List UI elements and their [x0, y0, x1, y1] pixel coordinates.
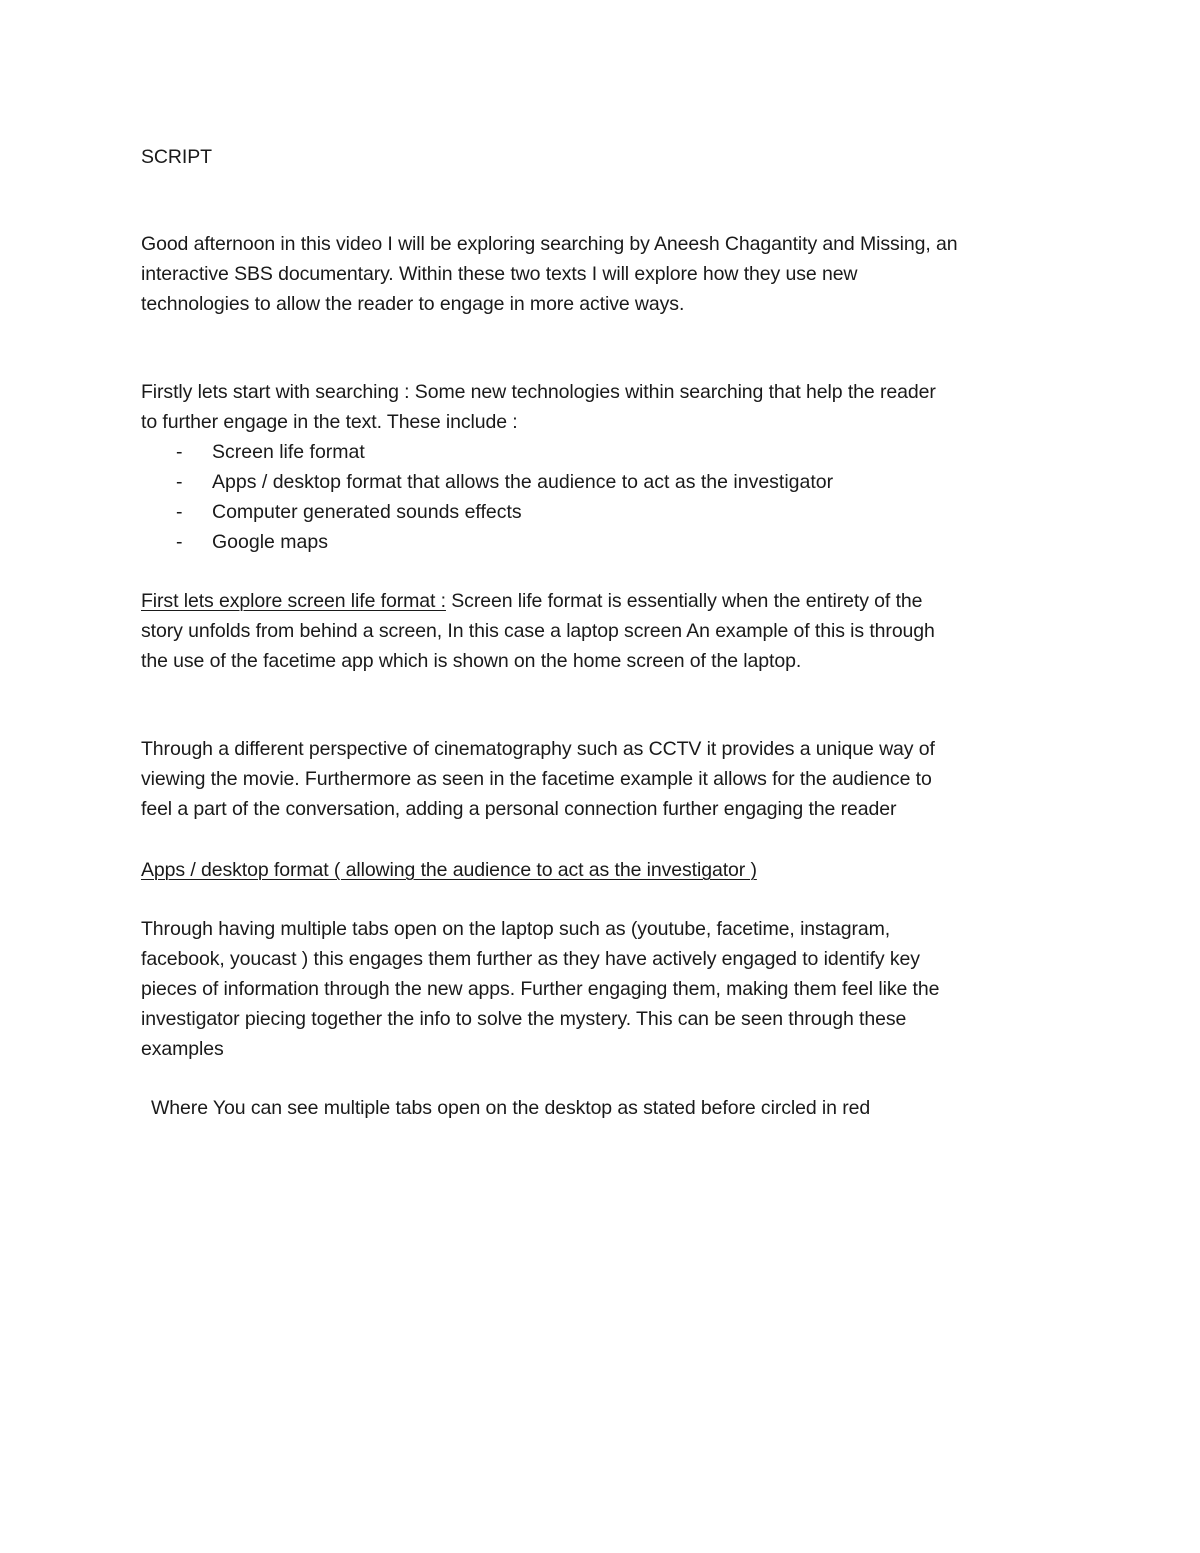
bullet-marker: - [176, 531, 183, 553]
bullet-marker: - [176, 441, 183, 463]
bullet-marker: - [176, 501, 183, 523]
document-title: SCRIPT [141, 146, 212, 168]
closing-line: Where You can see multiple tabs open on the desktop as stated before circled in red [151, 1097, 871, 1119]
bullet-item-apps-desktop: Apps / desktop format that allows the audience to act as the investigator [212, 471, 834, 493]
intro-line-2: interactive SBS documentary. Within these two texts I will explore how they use new [141, 263, 858, 285]
apps-body-line-4: investigator piecing together the info to solve the mystery. This can be seen through these [141, 1008, 907, 1030]
perspective-line-3: feel a part of the conversation, adding a personal connection further engaging the reader [141, 798, 897, 820]
apps-body-line-1: Through having multiple tabs open on the laptop such as (youtube, facetime, instagram, [141, 918, 891, 940]
perspective-line-2: viewing the movie. Furthermore as seen in the facetime example it allows for the audience to [141, 768, 932, 790]
bullet-item-screen-life: Screen life format [212, 441, 365, 463]
apps-heading: Apps / desktop format ( allowing the audience to act as the investigator ) [141, 859, 757, 881]
bullet-marker: - [176, 471, 183, 493]
screen-life-line-2: story unfolds from behind a screen, In this case a laptop screen An example of this is through [141, 620, 935, 642]
searching-intro-line-2: to further engage in the text. These include : [141, 411, 518, 433]
apps-body-line-2: facebook, youcast ) this engages them further as they have actively engaged to identify key [141, 948, 920, 970]
intro-line-3: technologies to allow the reader to engage in more active ways. [141, 293, 685, 315]
apps-body-line-3: pieces of information through the new apps. Further engaging them, making them feel like the [141, 978, 940, 1000]
screen-life-line-1 [141, 586, 922, 616]
bullet-item-sound-effects: Computer generated sounds effects [212, 501, 522, 523]
apps-body-line-5: examples [141, 1038, 224, 1060]
screen-life-line-1-rest: Screen life format is essentially when the entirety of the [445, 590, 923, 612]
searching-intro-line-1: Firstly lets start with searching : Some new technologies within searching that help the reader [141, 381, 936, 403]
bullet-item-google-maps: Google maps [212, 531, 328, 553]
screen-life-heading: First lets explore screen life format : [141, 590, 446, 612]
screen-life-line-3: the use of the facetime app which is shown on the home screen of the laptop. [141, 650, 802, 672]
perspective-line-1: Through a different perspective of cinematography such as CCTV it provides a unique way of [141, 738, 935, 760]
intro-line-1: Good afternoon in this video I will be exploring searching by Aneesh Chagantity and Missing, an [141, 233, 958, 255]
